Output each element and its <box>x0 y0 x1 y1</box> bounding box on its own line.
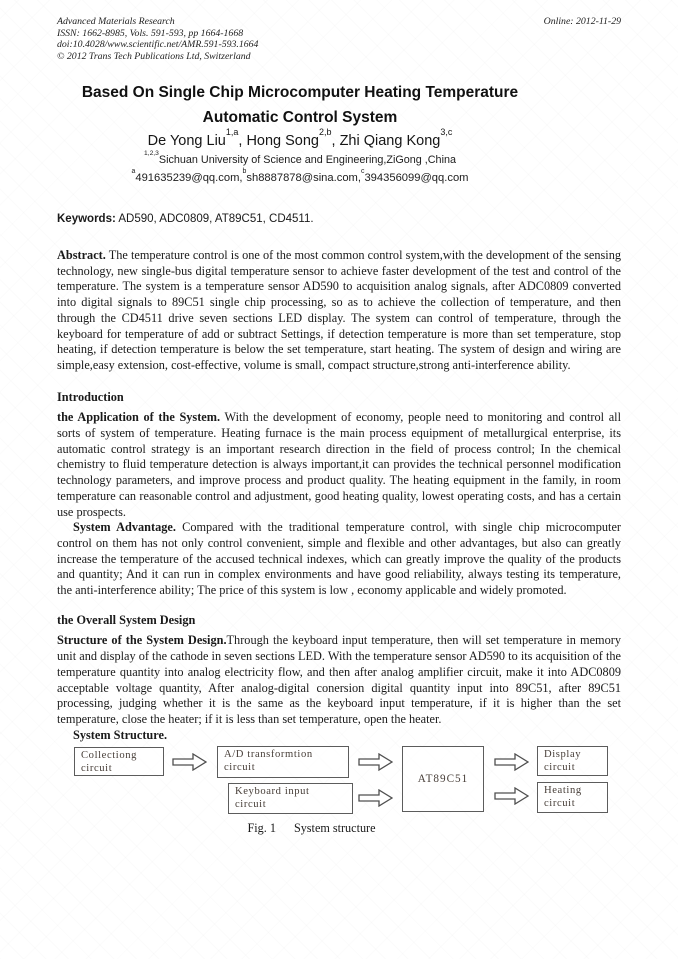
design-paragraph-structure <box>57 633 621 727</box>
email-3-sup: c <box>360 168 365 176</box>
display-line1: Display <box>544 749 582 761</box>
author-3-name: Zhi Qiang Kong <box>339 133 441 149</box>
emails-line <box>57 168 543 186</box>
intro-p1-text: With the development of economy, people need to monitoring and control all sorts of system of temperature. Heating furnace is the main process equipment of metallurgical enterprise, its automatic control strategy is an important research direction in the field of process control; In the chemical chemistry to fluid temperature detection is always important,it can provides the technical personnel modification technology parameters, and improve process and product quality. The heating equipment in the family, in room temperature can reasonable control and adjustment, good heating quality, lowest operating costs, and has a certain use prospects. <box>57 410 621 519</box>
abstract-text: The temperature control is one of the most common control system,with the development of the sensing technology, new single-bus digital temperature sensor to achieve faster development of the test and control of the temperature. The system is a temperature sensor AD590 to acquisition analog signals, after ADC0809 converted into digital signals to 89C51 single chip processing, so as to achieve the collection of temperature, and then through the CD4511 drive seven sections LED display. The system can control of temperature, through the keyboard for temperature of add or subtract Settings, if detection temperature is more than set temperature, stop heating, if detection temperature is below the set temperature, start heating. The system of design and wiring are simple,easy extension, cost-effective, volume is small, compact structure,strong anti-interference ability. <box>57 248 621 372</box>
design-p1-lead: Structure of the System Design. <box>57 633 227 648</box>
journal-name: Advanced Materials Research <box>57 16 175 27</box>
collecting-line1: Collectiong <box>81 750 138 762</box>
copyright-line: © 2012 Trans Tech Publications Ltd, Switzerland <box>57 50 251 62</box>
intro-p2-text: Compared with the traditional temperature control, with single chip microcomputer control on them has not only control convenient, simple and flexible and other advantages, but also can greatly increase the temperature of the accused technical indexes, which can greatly improve the quality of the products and quantity; And it can run in complex environments and have good reliability, always testing its temperature, the anti-interference ability; The price of this system is low , economy applicable and widely promoted. <box>57 520 621 598</box>
title-line2: Automatic Control System <box>202 109 398 126</box>
collecting-line2: circuit <box>81 762 113 774</box>
diagram-box-ad-transformation-circuit <box>217 746 349 778</box>
title-block <box>57 80 621 186</box>
flow-arrow-icon <box>494 753 529 771</box>
affiliation-line <box>57 150 543 167</box>
section-heading-introduction: Introduction <box>57 389 124 404</box>
paper-title <box>57 80 543 130</box>
intro-p2-lead: System Advantage. <box>73 520 176 535</box>
mcu-label: AT89C51 <box>417 773 469 786</box>
header-left <box>57 16 258 62</box>
system-structure-text: System Structure. <box>73 727 168 742</box>
diagram-box-keyboard-input-circuit <box>228 783 353 814</box>
heating-line2: circuit <box>544 797 576 809</box>
author-2-sep: , <box>331 133 340 149</box>
diagram-box-collecting-circuit <box>74 747 164 776</box>
keywords-line <box>57 212 621 227</box>
ad-line1: A/D transformtion <box>224 749 313 761</box>
author-2-name: Hong Song <box>246 133 319 149</box>
intro-paragraph-advantage <box>57 520 621 599</box>
authors-line <box>57 127 543 150</box>
keyboard-line2: circuit <box>235 798 267 810</box>
diagram-box-at89c51 <box>402 746 484 812</box>
abstract-paragraph <box>57 248 621 374</box>
flow-arrow-icon <box>494 787 529 805</box>
figure-caption <box>57 821 621 836</box>
diagram-box-heating-circuit <box>537 782 608 813</box>
issn-line: ISSN: 1662-8985, Vols. 591-593, pp 1664-1668 <box>57 27 244 39</box>
heating-line1: Heating <box>544 785 582 797</box>
intro-p1-lead: the Application of the System. <box>57 410 221 425</box>
online-date: Online: 2012-11-29 <box>543 16 621 27</box>
figure-caption-number: Fig. 1 <box>247 821 276 836</box>
author-1-name: De Yong Liu <box>147 133 226 149</box>
design-p1-text: Through the keyboard input temperature, then will set temperature in memory unit and display of the cathode in seven sections LED. With the temperature sensor AD590 to its acquisition of the temperature quantity into analog electricity flow, and then after analog amplifier circuit, make it into ADC0809 acceptable voltage quantity, After analog-digital conersion digital quantity input into 89C51, after 89C51 processing, judging whether it is the same as the keyboard input temperature, if it is higher than the set temperature, close the heater; if it is less than set temperature, open the heater. <box>57 633 621 726</box>
email-2-sup: b <box>242 168 247 176</box>
affiliation-sup: 1,2,3 <box>144 150 159 158</box>
figure-caption-text: System structure <box>293 821 376 836</box>
flow-arrow-icon <box>358 753 393 771</box>
section-heading-overall-design: the Overall System Design <box>57 612 196 627</box>
author-1-sup: 1,a <box>225 127 239 138</box>
display-line2: circuit <box>544 761 576 773</box>
keyboard-line1: Keyboard input <box>235 786 310 798</box>
email-1-text: 491635239@qq.com, <box>135 172 243 184</box>
author-2-sup: 2,b <box>319 127 332 138</box>
diagram-box-display-circuit <box>537 746 608 776</box>
author-3 <box>339 127 453 149</box>
ad-line2: circuit <box>224 761 256 773</box>
system-structure-label <box>57 728 621 744</box>
author-3-sup: 3,c <box>440 127 453 138</box>
author-1 <box>147 127 247 149</box>
figure-system-structure <box>57 744 621 818</box>
flow-arrow-icon <box>172 753 207 771</box>
page-header <box>57 16 621 62</box>
doi-line: doi:10.4028/www.scientific.net/AMR.591-593.1664 <box>57 39 259 50</box>
email-3-text: 394356099@qq.com <box>364 172 469 184</box>
keywords-text: AD590, ADC0809, AT89C51, CD4511. <box>118 213 314 225</box>
title-line1: Based On Single Chip Microcomputer Heating Temperature <box>81 84 519 101</box>
author-2 <box>246 127 340 149</box>
affiliation-text: Sichuan University of Science and Engineering,ZiGong ,China <box>158 154 456 166</box>
email-1-sup: a <box>131 168 136 176</box>
email-2-text: sh8887878@sina.com, <box>246 172 361 184</box>
intro-paragraph-application <box>57 410 621 520</box>
keywords-label: Keywords: <box>57 213 116 225</box>
abstract-label: Abstract. <box>57 248 106 262</box>
author-1-sep: , <box>238 133 247 149</box>
flow-arrow-icon <box>358 789 393 807</box>
